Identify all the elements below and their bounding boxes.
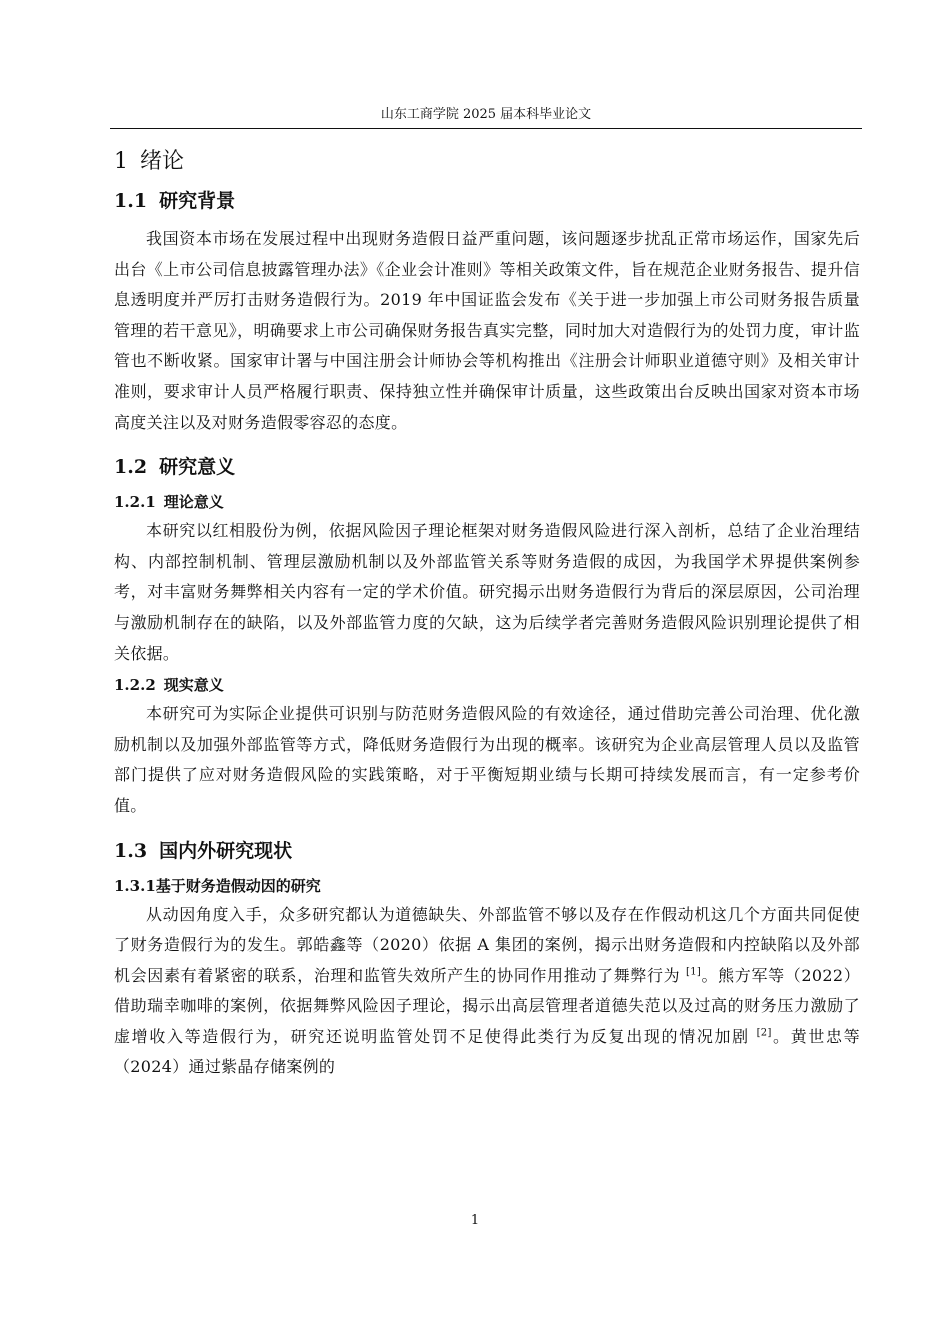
subsection-title: 现实意义 — [163, 676, 224, 695]
section-number: 1.3 — [114, 839, 148, 862]
subsection-number: 1.3.1 — [114, 876, 156, 895]
paragraph-research-background: 我国资本市场在发展过程中出现财务造假日益严重问题，该问题逐步扰乱正常市场运作，国家先后出台《上市公司信息披露管理办法》《企业会计准则》等相关政策文件，旨在规范企业财务报告、提升信息透明度并严厉打击财务造假行为。2019 年中国证监会发布《关于进一步加强上市公司财务报告质量管理的若干意见》，明确要求上市公司确保财务报告真实完整，同时加大对造假行为的处罚力度，审计监管也不断收紧。国家审计署与中国注册会计师协会等机构推出《注册会计师职业道德守则》及相关审计准则，要求审计人员严格履行职责、保持独立性并确保审计质量，这些政策出台反映出国家对资本市场高度关注以及对财务造假零容忍的态度。 — [114, 229, 860, 432]
chapter-heading — [114, 146, 860, 178]
paragraph-theoretical-significance: 本研究以红相股份为例，依据风险因子理论框架对财务造假风险进行深入剖析，总结了企业治理结构、内部控制机制、管理层激励机制以及外部监管关系等财务造假的成因，为我国学术界提供案例参考，对丰富财务舞弊相关内容有一定的学术价值。研究揭示出财务造假行为背后的深层原因，公司治理与激励机制存在的缺陷，以及外部监管力度的欠缺，这为后续学者完善财务造假风险识别理论提供了相关依据。 — [114, 521, 860, 663]
subsection-number: 1.2.2 — [114, 676, 156, 695]
subsection-title: 基于财务造假动因的研究 — [155, 876, 321, 895]
chapter-number: 1 — [114, 149, 128, 174]
paragraph-text: 。熊方军等（2022）借助瑞幸咖啡的案例，依据舞弊风险因子理论，揭示出高层管理者道德失范以及过高的财务压力激励了虚增收入等造假行为，研究还说明监管处罚不足使得此类行为反复出现的情况加剧 — [114, 965, 860, 1046]
chapter-title: 绪论 — [140, 149, 185, 174]
citation-ref: [1] — [686, 966, 702, 978]
subsection-title: 理论意义 — [163, 493, 224, 512]
page-number: 1 — [470, 1213, 480, 1228]
page-header: 山东工商学院 2025 届本科毕业论文 — [380, 107, 592, 122]
section-number: 1.2 — [114, 456, 148, 479]
section-title: 国内外研究现状 — [159, 839, 293, 862]
paragraph-text: 从动因角度入手，众多研究都认为道德缺失、外部监管不够以及存在作假动机这几个方面共同促使了财务造假行为的发生。郭皓鑫等（2020）依据 A 集团的案例，揭示出财务造假和内控缺陷以及外部机会因素有着紧密的联系，治理和监管失效所产生的协同作用推动了舞弊行为 — [114, 904, 860, 985]
section-number: 1.1 — [114, 190, 148, 212]
section-title: 研究背景 — [159, 190, 236, 212]
subsection-heading-1-3-1 — [114, 874, 860, 898]
section-heading-1-2 — [114, 452, 860, 482]
section-heading-1-3 — [114, 836, 860, 866]
paragraph-text: 。黄世忠等（2024）通过紫晶存储案例的 — [114, 1026, 860, 1077]
subsection-number: 1.2.1 — [114, 493, 156, 512]
section-heading-1-1 — [114, 186, 860, 216]
subsection-heading-1-2-2 — [114, 673, 860, 697]
section-title: 研究意义 — [159, 456, 236, 479]
header-rule — [110, 128, 862, 129]
paragraph-practical-significance: 本研究可为实际企业提供可识别与防范财务造假风险的有效途径，通过借助完善公司治理、优化激励机制以及加强外部监管等方式，降低财务造假行为出现的概率。该研究为企业高层管理人员以及监管部门提供了应对财务造假风险的实践策略，对于平衡短期业绩与长期可持续发展而言，有一定参考价值。 — [114, 704, 860, 815]
subsection-heading-1-2-1 — [114, 490, 860, 514]
citation-ref: [2] — [756, 1027, 772, 1039]
page-content — [114, 146, 860, 1083]
paragraph-fraud-motives — [114, 900, 860, 1084]
